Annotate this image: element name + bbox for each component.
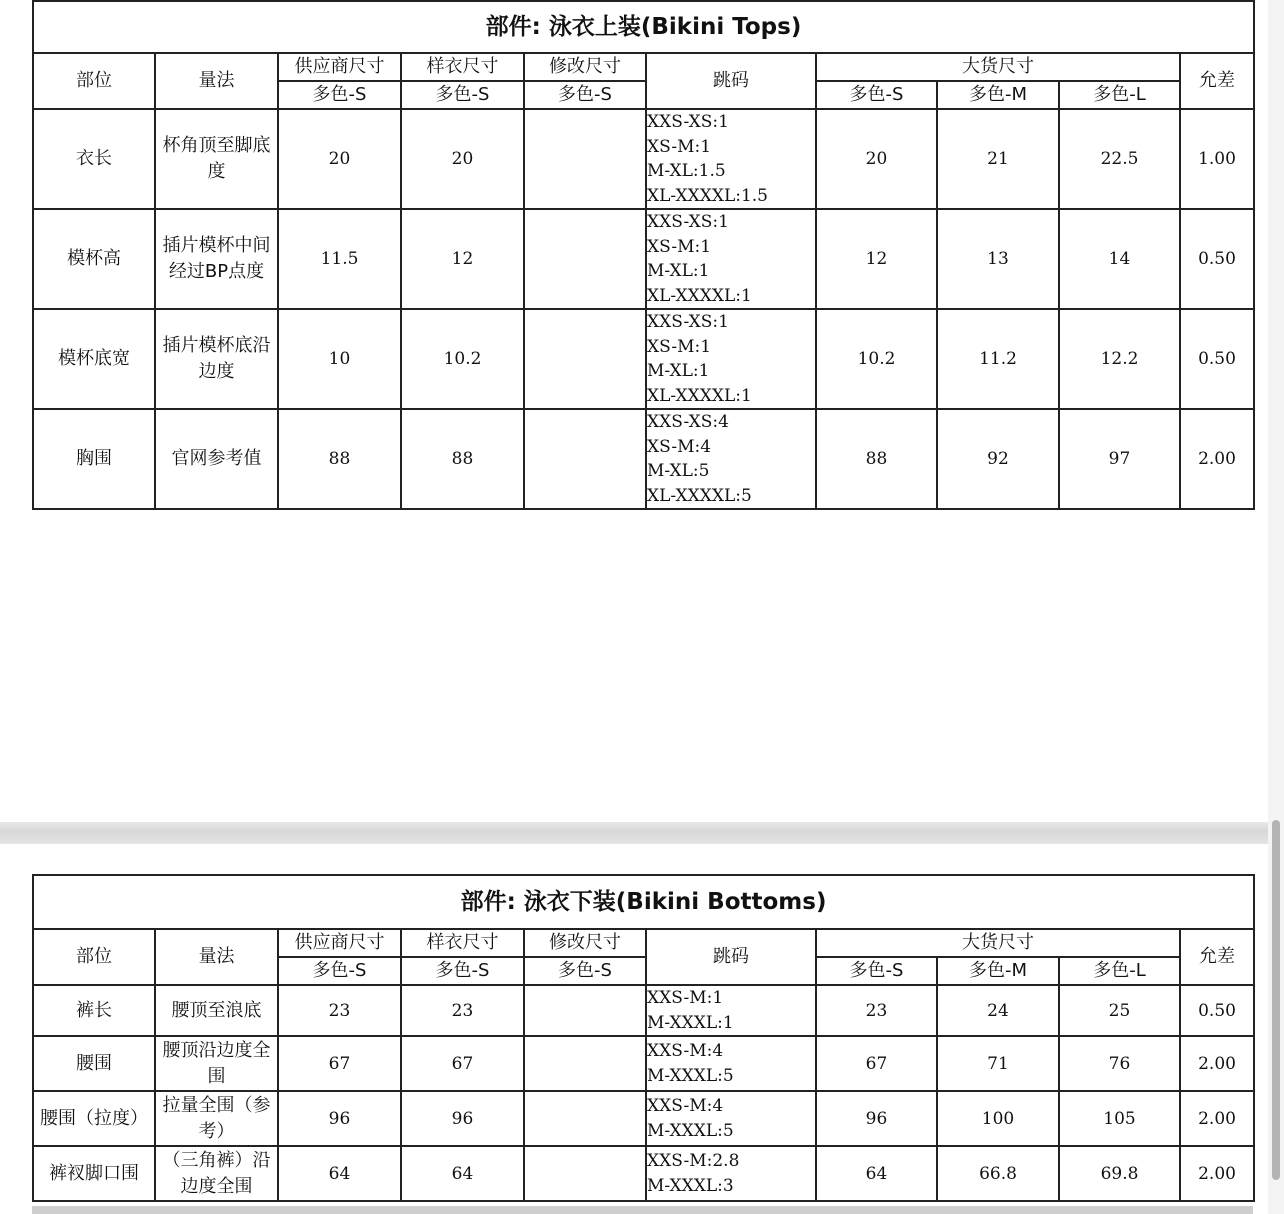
cell-tolerance: 0.50 xyxy=(1180,309,1254,409)
cell-method: 腰顶沿边度全围 xyxy=(155,1036,278,1091)
table-row xyxy=(33,1146,1254,1201)
cell-supplier: 11.5 xyxy=(278,209,401,309)
cell-sample: 10.2 xyxy=(401,309,524,409)
cell-part: 模杯底宽 xyxy=(33,309,155,409)
cell-method: 拉量全围（参考） xyxy=(155,1091,278,1146)
cell-supplier: 20 xyxy=(278,109,401,209)
cell-part: 衣长 xyxy=(33,109,155,209)
cell-bulk-l: 76 xyxy=(1059,1036,1180,1091)
header-supplier: 供应商尺寸 xyxy=(278,53,401,81)
cell-supplier: 10 xyxy=(278,309,401,409)
cell-method: 插片模杯底沿边度 xyxy=(155,309,278,409)
cell-supplier: 64 xyxy=(278,1146,401,1201)
cell-sample: 96 xyxy=(401,1091,524,1146)
cell-supplier: 96 xyxy=(278,1091,401,1146)
cell-revised xyxy=(524,1091,646,1146)
cell-bulk-l: 105 xyxy=(1059,1091,1180,1146)
table-row xyxy=(33,309,1254,409)
cell-grade xyxy=(646,209,816,309)
cell-revised xyxy=(524,409,646,509)
grade-line: XXS-XS:4 xyxy=(647,412,729,432)
table-row xyxy=(33,1091,1254,1146)
cell-revised xyxy=(524,1036,646,1091)
cell-sample: 64 xyxy=(401,1146,524,1201)
cell-part: 裤长 xyxy=(33,985,155,1036)
cell-revised xyxy=(524,209,646,309)
cell-bulk-m: 11.2 xyxy=(937,309,1059,409)
grade-line: XL-XXXXL:1 xyxy=(647,285,752,306)
grade-line: M-XXXL:5 xyxy=(647,1065,734,1086)
cell-grade xyxy=(646,1091,816,1146)
cell-sample: 20 xyxy=(401,109,524,209)
cell-bulk-l: 69.8 xyxy=(1059,1146,1180,1201)
header-supplier-size: 多色-S xyxy=(278,957,401,985)
table-title: 部件: 泳衣下装(Bikini Bottoms) xyxy=(33,875,1254,929)
header-part: 部位 xyxy=(33,53,155,109)
grade-line: M-XL:5 xyxy=(647,461,710,481)
cell-grade xyxy=(646,1146,816,1201)
cell-bulk-m: 100 xyxy=(937,1091,1059,1146)
grade-line: XXS-M:2.8 xyxy=(647,1151,740,1171)
cell-bulk-m: 66.8 xyxy=(937,1146,1059,1201)
cell-tolerance: 0.50 xyxy=(1180,209,1254,309)
cell-sample: 23 xyxy=(401,985,524,1036)
grade-line: XS-M:1 xyxy=(647,136,712,157)
cell-bulk-s: 23 xyxy=(816,985,937,1036)
grade-line: XS-M:1 xyxy=(647,236,712,257)
cell-bulk-l: 97 xyxy=(1059,409,1180,509)
header-sample: 样衣尺寸 xyxy=(401,53,524,81)
cell-bulk-m: 13 xyxy=(937,209,1059,309)
grade-line: M-XL:1 xyxy=(647,261,710,281)
grade-line: M-XXXL:5 xyxy=(647,1120,734,1141)
table-continuation-band xyxy=(32,1206,1253,1214)
cell-tolerance: 0.50 xyxy=(1180,985,1254,1036)
cell-method: 杯角顶至脚底度 xyxy=(155,109,278,209)
grade-line: M-XL:1.5 xyxy=(647,161,726,181)
cell-tolerance: 2.00 xyxy=(1180,1091,1254,1146)
cell-method: 官网参考值 xyxy=(155,409,278,509)
grade-line: XXS-XS:1 xyxy=(647,112,729,132)
cell-bulk-s: 88 xyxy=(816,409,937,509)
header-sample: 样衣尺寸 xyxy=(401,929,524,957)
header-method: 量法 xyxy=(155,929,278,985)
cell-method: （三角裤）沿边度全围 xyxy=(155,1146,278,1201)
cell-sample: 67 xyxy=(401,1036,524,1091)
cell-bulk-m: 21 xyxy=(937,109,1059,209)
table-title: 部件: 泳衣上装(Bikini Tops) xyxy=(33,1,1254,53)
header-revised-size: 多色-S xyxy=(524,81,646,109)
cell-bulk-l: 14 xyxy=(1059,209,1180,309)
cell-supplier: 23 xyxy=(278,985,401,1036)
cell-bulk-l: 22.5 xyxy=(1059,109,1180,209)
header-revised-size: 多色-S xyxy=(524,957,646,985)
grade-line: M-XL:1 xyxy=(647,361,710,381)
grade-line: M-XXXL:1 xyxy=(647,1012,734,1033)
cell-bulk-s: 67 xyxy=(816,1036,937,1091)
grade-line: XXS-M:4 xyxy=(647,1041,724,1061)
page-separator xyxy=(0,822,1268,844)
bikini-bottoms-spec-table xyxy=(32,874,1255,1202)
cell-grade xyxy=(646,985,816,1036)
header-supplier-size: 多色-S xyxy=(278,81,401,109)
grade-line: XS-M:4 xyxy=(647,436,712,457)
cell-method: 插片模杯中间经过BP点度 xyxy=(155,209,278,309)
scrollbar-track[interactable] xyxy=(1268,0,1284,1214)
header-grade: 跳码 xyxy=(646,929,816,985)
cell-part: 胸围 xyxy=(33,409,155,509)
header-revised: 修改尺寸 xyxy=(524,929,646,957)
cell-sample: 88 xyxy=(401,409,524,509)
cell-revised xyxy=(524,109,646,209)
cell-bulk-s: 10.2 xyxy=(816,309,937,409)
header-method: 量法 xyxy=(155,53,278,109)
scrollbar-thumb[interactable] xyxy=(1272,820,1280,1180)
cell-tolerance: 2.00 xyxy=(1180,1036,1254,1091)
header-sample-size: 多色-S xyxy=(401,81,524,109)
grade-line: XXS-M:1 xyxy=(647,988,724,1008)
cell-bulk-s: 12 xyxy=(816,209,937,309)
cell-bulk-m: 71 xyxy=(937,1036,1059,1091)
cell-revised xyxy=(524,985,646,1036)
header-revised: 修改尺寸 xyxy=(524,53,646,81)
cell-sample: 12 xyxy=(401,209,524,309)
table-row xyxy=(33,985,1254,1036)
cell-grade xyxy=(646,1036,816,1091)
grade-line: M-XXXL:3 xyxy=(647,1175,734,1196)
cell-supplier: 67 xyxy=(278,1036,401,1091)
cell-supplier: 88 xyxy=(278,409,401,509)
header-bulk: 大货尺寸 xyxy=(816,929,1180,957)
table-row xyxy=(33,1036,1254,1091)
table-row xyxy=(33,409,1254,509)
cell-grade xyxy=(646,109,816,209)
grade-line: XXS-XS:1 xyxy=(647,312,729,332)
cell-grade xyxy=(646,309,816,409)
header-bulk-m: 多色-M xyxy=(937,81,1059,109)
header-bulk-l: 多色-L xyxy=(1059,81,1180,109)
grade-line: XL-XXXXL:1 xyxy=(647,385,752,406)
cell-method: 腰顶至浪底 xyxy=(155,985,278,1036)
header-tolerance: 允差 xyxy=(1180,929,1254,985)
cell-part: 腰围（拉度） xyxy=(33,1091,155,1146)
cell-part: 模杯高 xyxy=(33,209,155,309)
cell-grade xyxy=(646,409,816,509)
grade-line: XS-M:1 xyxy=(647,336,712,357)
cell-bulk-s: 96 xyxy=(816,1091,937,1146)
cell-bulk-s: 64 xyxy=(816,1146,937,1201)
grade-line: XXS-M:4 xyxy=(647,1096,724,1116)
header-bulk: 大货尺寸 xyxy=(816,53,1180,81)
cell-bulk-s: 20 xyxy=(816,109,937,209)
header-tolerance: 允差 xyxy=(1180,53,1254,109)
header-bulk-m: 多色-M xyxy=(937,957,1059,985)
grade-line: XL-XXXXL:5 xyxy=(647,485,752,506)
header-bulk-s: 多色-S xyxy=(816,957,937,985)
header-sample-size: 多色-S xyxy=(401,957,524,985)
cell-part: 腰围 xyxy=(33,1036,155,1091)
cell-revised xyxy=(524,1146,646,1201)
table-row xyxy=(33,209,1254,309)
cell-bulk-l: 25 xyxy=(1059,985,1180,1036)
cell-revised xyxy=(524,309,646,409)
header-grade: 跳码 xyxy=(646,53,816,109)
cell-bulk-m: 24 xyxy=(937,985,1059,1036)
header-part: 部位 xyxy=(33,929,155,985)
cell-bulk-m: 92 xyxy=(937,409,1059,509)
cell-tolerance: 1.00 xyxy=(1180,109,1254,209)
cell-tolerance: 2.00 xyxy=(1180,1146,1254,1201)
grade-line: XXS-XS:1 xyxy=(647,212,729,232)
header-bulk-l: 多色-L xyxy=(1059,957,1180,985)
header-bulk-s: 多色-S xyxy=(816,81,937,109)
cell-tolerance: 2.00 xyxy=(1180,409,1254,509)
cell-part: 裤衩脚口围 xyxy=(33,1146,155,1201)
table-row xyxy=(33,109,1254,209)
grade-line: XL-XXXXL:1.5 xyxy=(647,185,768,206)
bikini-tops-spec-table xyxy=(32,0,1255,510)
cell-bulk-l: 12.2 xyxy=(1059,309,1180,409)
header-supplier: 供应商尺寸 xyxy=(278,929,401,957)
